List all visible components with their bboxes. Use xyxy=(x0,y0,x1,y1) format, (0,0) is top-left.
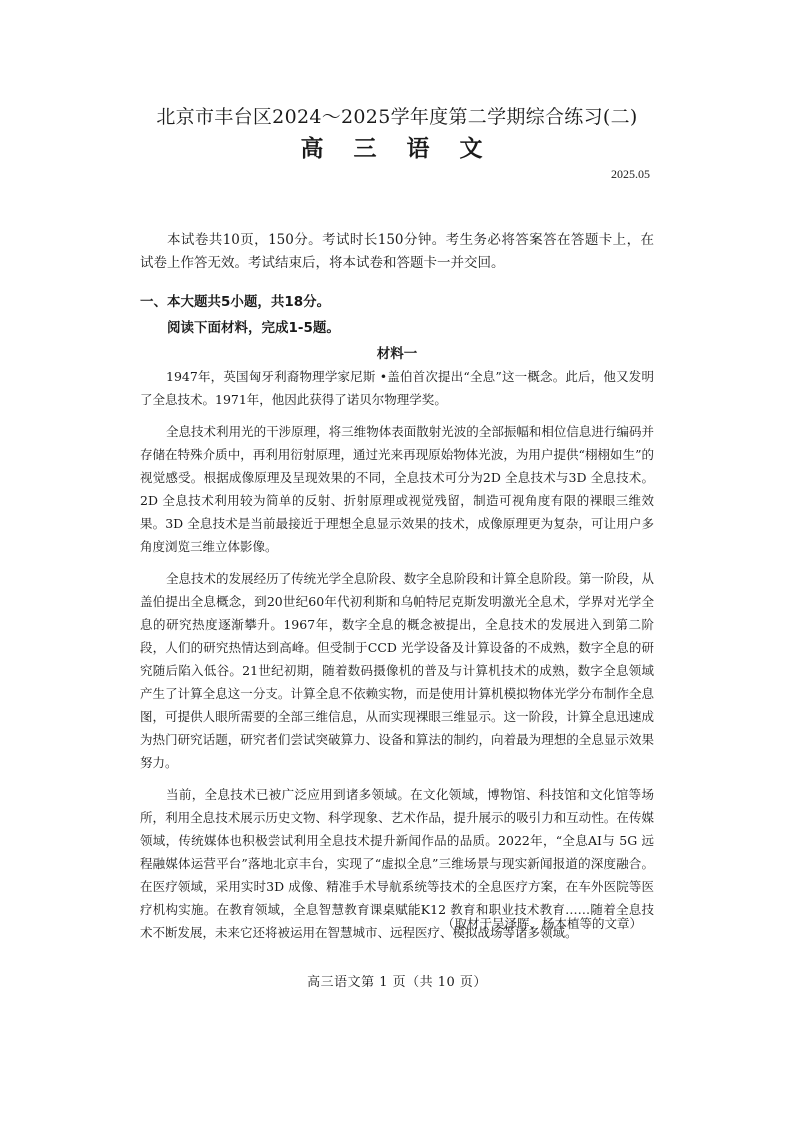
subject-title: 高 三 语 文 xyxy=(300,135,494,162)
material-title: 材料一 xyxy=(376,346,418,362)
section-instruction: 阅读下面材料，完成1-5题。 xyxy=(167,320,340,336)
exam-date: 2025.05 xyxy=(611,167,650,181)
material-body xyxy=(140,365,654,953)
paragraph-3: 全息技术的发展经历了传统光学全息阶段、数字全息阶段和计算全息阶段。第一阶段，从盖伯提出全息概念，到20世纪60年代初利斯和乌帕特尼克斯发明激光全息术，学界对光学全息的研究热度逐渐攀升。1967年，数字全息的概念被提出，全息技术的发展进入到第二阶段，人们的研究热情达到高峰。但受制于CCD 光学设备及计算设备的不成熟，数字全息的研究随后陷入低谷。21世纪初期，随着数码摄像机的普及与计算机技术的成熟，数字全息领域产生了计算全息这一分支。计算全息不依赖实物，而是使用计算机模拟物体光学分布制作全息图，可提供人眼所需要的全部三维信息，从而实现裸眼三维显示。这一阶段，计算全息迅速成为热门研究话题，研究者们尝试突破算力、设备和算法的制约，向着最为理想的全息显示效果努力。 xyxy=(140,571,654,770)
page-footer: 高三语文第 1 页（共 10 页） xyxy=(307,975,487,990)
paragraph-1: 1947年，英国匈牙利裔物理学家尼斯 •盖伯首次提出“全息”这一概念。此后，他又发明了全息技术。1971年，他因此获得了诺贝尔物理学奖。 xyxy=(140,369,654,407)
source-attribution: （取材于吴泽晖、杨本植等的文章） xyxy=(441,916,642,931)
paragraph-2: 全息技术利用光的干涉原理，将三维物体表面散射光波的全部振幅和相位信息进行编码并存储在特殊介质中，再利用衍射原理，通过光来再现原始物体光波，为用户提供“栩栩如生”的视觉感受。根据成像原理及呈现效果的不同，全息技术可分为2D 全息技术与3D 全息技术。2D 全息技术利用较为简单的反射、折射原理或视觉残留，制造可视角度有限的裸眼三维效果。3D 全息技术是当前最接近于理想全息显示效果的技术，成像原理更为复杂，可让用户多角度浏览三维立体影像。 xyxy=(140,424,654,554)
exam-header-title: 北京市丰台区2024～2025学年度第二学期综合练习(二) xyxy=(156,106,638,128)
exam-notice: 本试卷共10页，150分。考试时长150分钟。考生务必将答案答在答题卡上，在试卷上作答无效。考试结束后，将本试卷和答题卡一并交回。 xyxy=(140,232,654,271)
paragraph-4: 当前，全息技术已被广泛应用到诸多领域。在文化领域，博物馆、科技馆和文化馆等场所，利用全息技术展示历史文物、科学现象、艺术作品，提升展示的吸引力和互动性。在传媒领域，传统媒体也积极尝试利用全息技术提升新闻作品的品质。2022年，“全息AI与 5G 远程融媒体运营平台”落地北京丰台，实现了“虚拟全息”三维场景与现实新闻报道的深度融合。在医疗领域，采用实时3D 成像、精准手术导航系统等技术的全息医疗方案，在车外医院等医疗机构实施。在教育领域，全息智慧教育课桌赋能K12 教育和职业技术教育……随着全息技术不断发展，未来它还将被运用在智慧城市、远程医疗、模拟战场等诸多领域。 xyxy=(140,787,654,940)
section-heading: 一、本大题共5小题，共18分。 xyxy=(140,294,331,310)
